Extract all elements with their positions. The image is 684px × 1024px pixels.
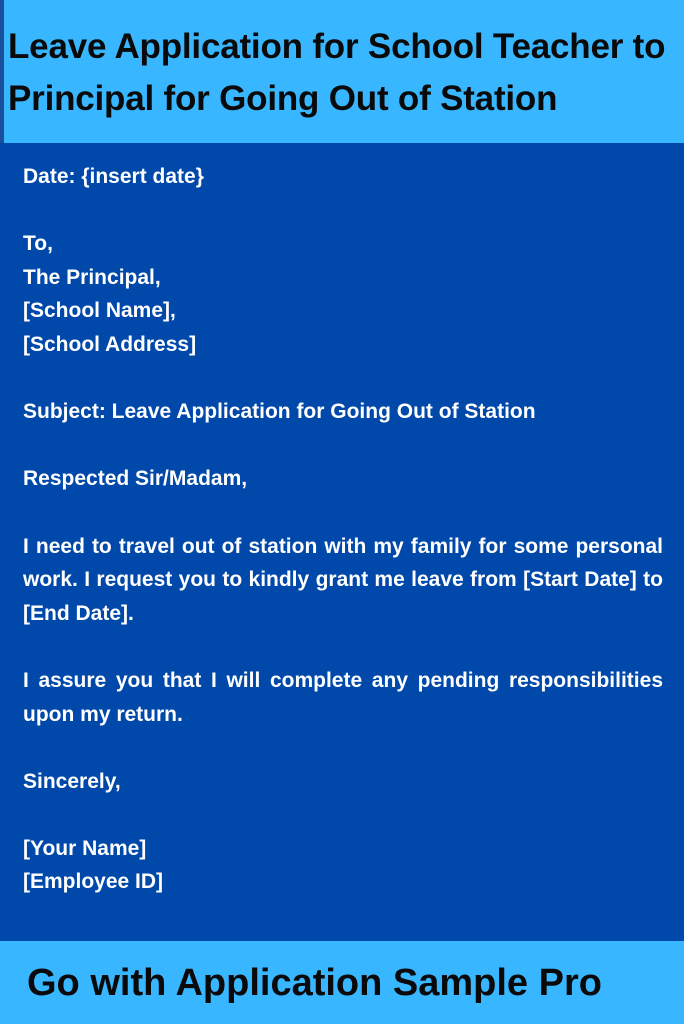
letter-salutation: Respected Sir/Madam,	[23, 467, 248, 491]
footer-text: Go with Application Sample Pro	[27, 962, 602, 1004]
page-title-line-2: Principal for Going Out of Station	[8, 79, 558, 118]
spacer	[23, 798, 663, 832]
letter-recipient: The Principal,	[23, 265, 161, 289]
letter-closing: Sincerely,	[23, 769, 121, 793]
letter-employee-id: [Employee ID]	[23, 870, 164, 894]
spacer	[23, 429, 663, 463]
footer-banner	[0, 941, 684, 1024]
header-banner	[0, 0, 684, 143]
letter-subject: Subject: Leave Application for Going Out of Station	[23, 400, 536, 424]
letter-paragraph-2: I assure you that I will complete any pending responsibilities upon my return.	[23, 668, 663, 726]
spacer	[23, 496, 663, 530]
letter-school-address: [School Address]	[23, 332, 197, 356]
page-title-line-1: Leave Application for School Teacher to	[8, 27, 666, 66]
letter-school-name: [School Name],	[23, 299, 176, 323]
letter-your-name: [Your Name]	[23, 836, 147, 860]
letter-body	[23, 160, 663, 899]
letter-paragraph-1: I need to travel out of station with my family for some personal work. I request you to kindly grant me leave from [Start Date] to [End Date].	[23, 534, 663, 625]
letter-date: Date: {insert date}	[23, 165, 204, 188]
page-title	[8, 21, 684, 125]
spacer	[23, 194, 663, 228]
letter-to: To,	[23, 232, 53, 256]
spacer	[23, 362, 663, 396]
spacer	[23, 731, 663, 765]
spacer	[23, 630, 663, 664]
